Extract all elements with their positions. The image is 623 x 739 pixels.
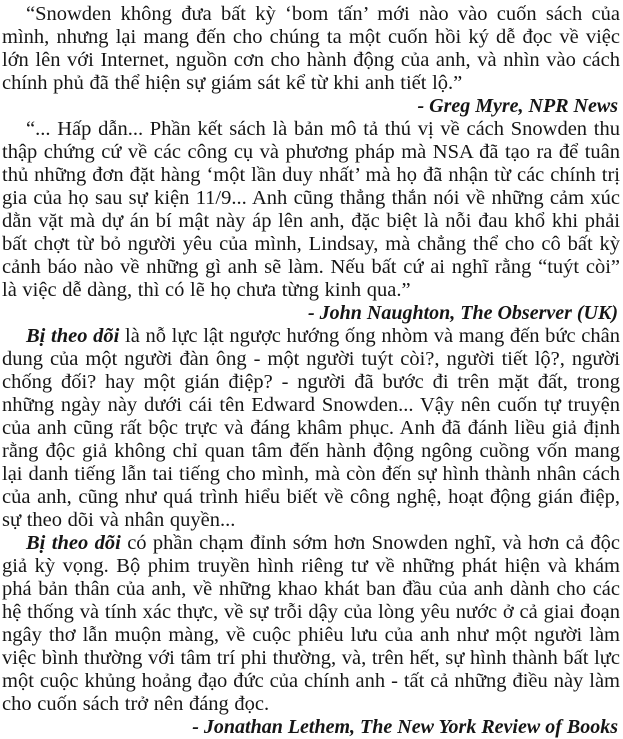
review-quote (2, 118, 620, 302)
quote-text: là nỗ lực lật ngược hướng ống nhòm và mang đến bức chân dung của một người đàn ông - một người tuýt còi?, người tiết lộ?, người chống đối? hay một gián điệp? - người đã bước đi trên mặt đất, trong những ngày này dưới cái tên Edward Snowden... Vậy nên cuốn tự truyện của anh cũng rất bộc trực và đáng khâm phục. Anh đã đánh liều giả định rằng độc giả không chỉ quan tâm đến hành động ngông cuồng vốn mang lại danh tiếng lẫn tai tiếng cho mình, mà còn đến sự hình thành nhân cách của anh, cũng như quá trình hiểu biết về công nghệ, hoạt động gián điệp, sự theo dõi và nhân quyền... (2, 325, 620, 531)
review-block-lethem-part2 (2, 532, 620, 739)
review-attribution: - Greg Myre, NPR News (417, 95, 618, 117)
review-block-lethem-part1 (2, 325, 620, 532)
review-block-observer (2, 118, 620, 325)
book-title-lead: Bị theo dõi (26, 325, 120, 347)
review-attribution: - Jonathan Lethem, The New York Review of Books (192, 716, 618, 738)
book-title-lead: Bị theo dõi (26, 532, 121, 554)
review-attribution: - John Naughton, The Observer (UK) (307, 302, 618, 324)
review-quote (2, 532, 620, 716)
quote-text: “... Hấp dẫn... Phần kết sách là bản mô tả thú vị về cách Snowden thu thập chứng cứ về các công cụ và phương pháp mà NSA đã tạo ra để tuân thủ những đơn đặt hàng ‘một lần duy nhất’ mà họ đã nhận từ các chính trị gia của họ sau sự kiện 11/9... Anh cũng thẳng thắn nói về những cảm xúc dằn vặt mà dự án bí mật này áp lên anh, đặc biệt là nỗi đau khổ khi phải bất chợt từ bỏ người yêu của mình, Lindsay, mà chẳng thể cho cô bất kỳ cảnh báo nào về những gì anh sẽ làm. Nếu bất cứ ai nghĩ rằng “tuýt còi” là việc dễ dàng, thì có lẽ họ chưa từng kinh qua.” (2, 118, 620, 301)
review-quote (2, 325, 620, 532)
review-quote (2, 3, 620, 95)
review-block-npr (2, 3, 620, 118)
quote-text: có phần chạm đỉnh sớm hơn Snowden nghĩ, và hơn cả độc giả kỳ vọng. Bộ phim truyền hình riêng tư về những phát hiện và khám phá bản thân của anh, về những khao khát ban đầu của anh dành cho các hệ thống và tính xác thực, về sự trỗi dậy của lòng yêu nước ở cả giai đoạn ngây thơ lẫn muộn màng, về cuộc phiêu lưu của anh như một người làm việc bình thường với tâm trí phi thường, và, trên hết, sự hình thành bất lực một cuộc khủng hoảng đạo đức của chính anh - tất cả những điều này làm cho cuốn sách trở nên đáng đọc. (2, 532, 620, 715)
quote-text: “Snowden không đưa bất kỳ ‘bom tấn’ mới nào vào cuốn sách của mình, nhưng lại mang đến cho chúng ta một cuốn hồi ký dễ đọc về việc lớn lên với Internet, nguồn cơn cho hành động của anh, và nhìn vào cách chính phủ đã thể hiện sự giám sát kể từ khi anh tiết lộ.” (2, 3, 620, 94)
